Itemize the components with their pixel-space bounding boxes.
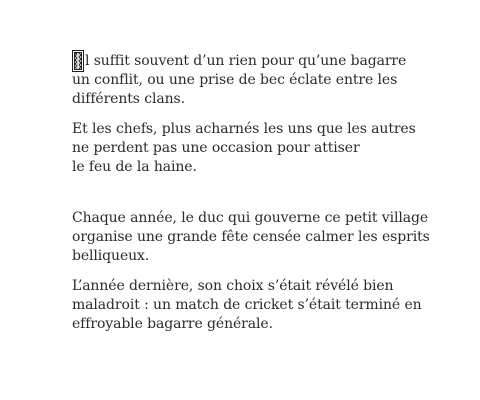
ornate-drop-cap-i-icon [72, 50, 84, 72]
paragraph-4 [72, 277, 422, 334]
paragraph-4-line-1: L’année dernière, son choix s’était révélé bien [72, 278, 394, 294]
text-section-2 [72, 209, 430, 334]
paragraph-1-line-1-text: l suffit souvent d’un rien pour qu’une bagarre [85, 53, 407, 69]
paragraph-3 [72, 209, 430, 266]
paragraph-4-line-2: maladroit : un match de cricket s’était terminé en [72, 297, 422, 313]
paragraph-1-line-1 [72, 52, 407, 71]
paragraph-2 [72, 120, 416, 177]
paragraph-1 [72, 52, 407, 109]
paragraph-3-line-1: Chaque année, le duc qui gouverne ce petit village [72, 210, 429, 226]
paragraph-2-line-1: Et les chefs, plus acharnés les uns que les autres [72, 121, 416, 137]
paragraph-1-line-2: un conflit, ou une prise de bec éclate entre les [72, 72, 398, 88]
paragraph-2-line-3: le feu de la haine. [72, 159, 197, 175]
paragraph-2-line-2: ne perdent pas une occasion pour attiser [72, 140, 360, 156]
text-section-1 [72, 52, 416, 177]
paragraph-1-line-3: différents clans. [72, 91, 185, 107]
paragraph-3-line-2: organise une grande fête censée calmer les esprits [72, 229, 430, 245]
paragraph-4-line-3: effroyable bagarre générale. [72, 316, 273, 332]
paragraph-3-line-3: belliqueux. [72, 248, 150, 264]
